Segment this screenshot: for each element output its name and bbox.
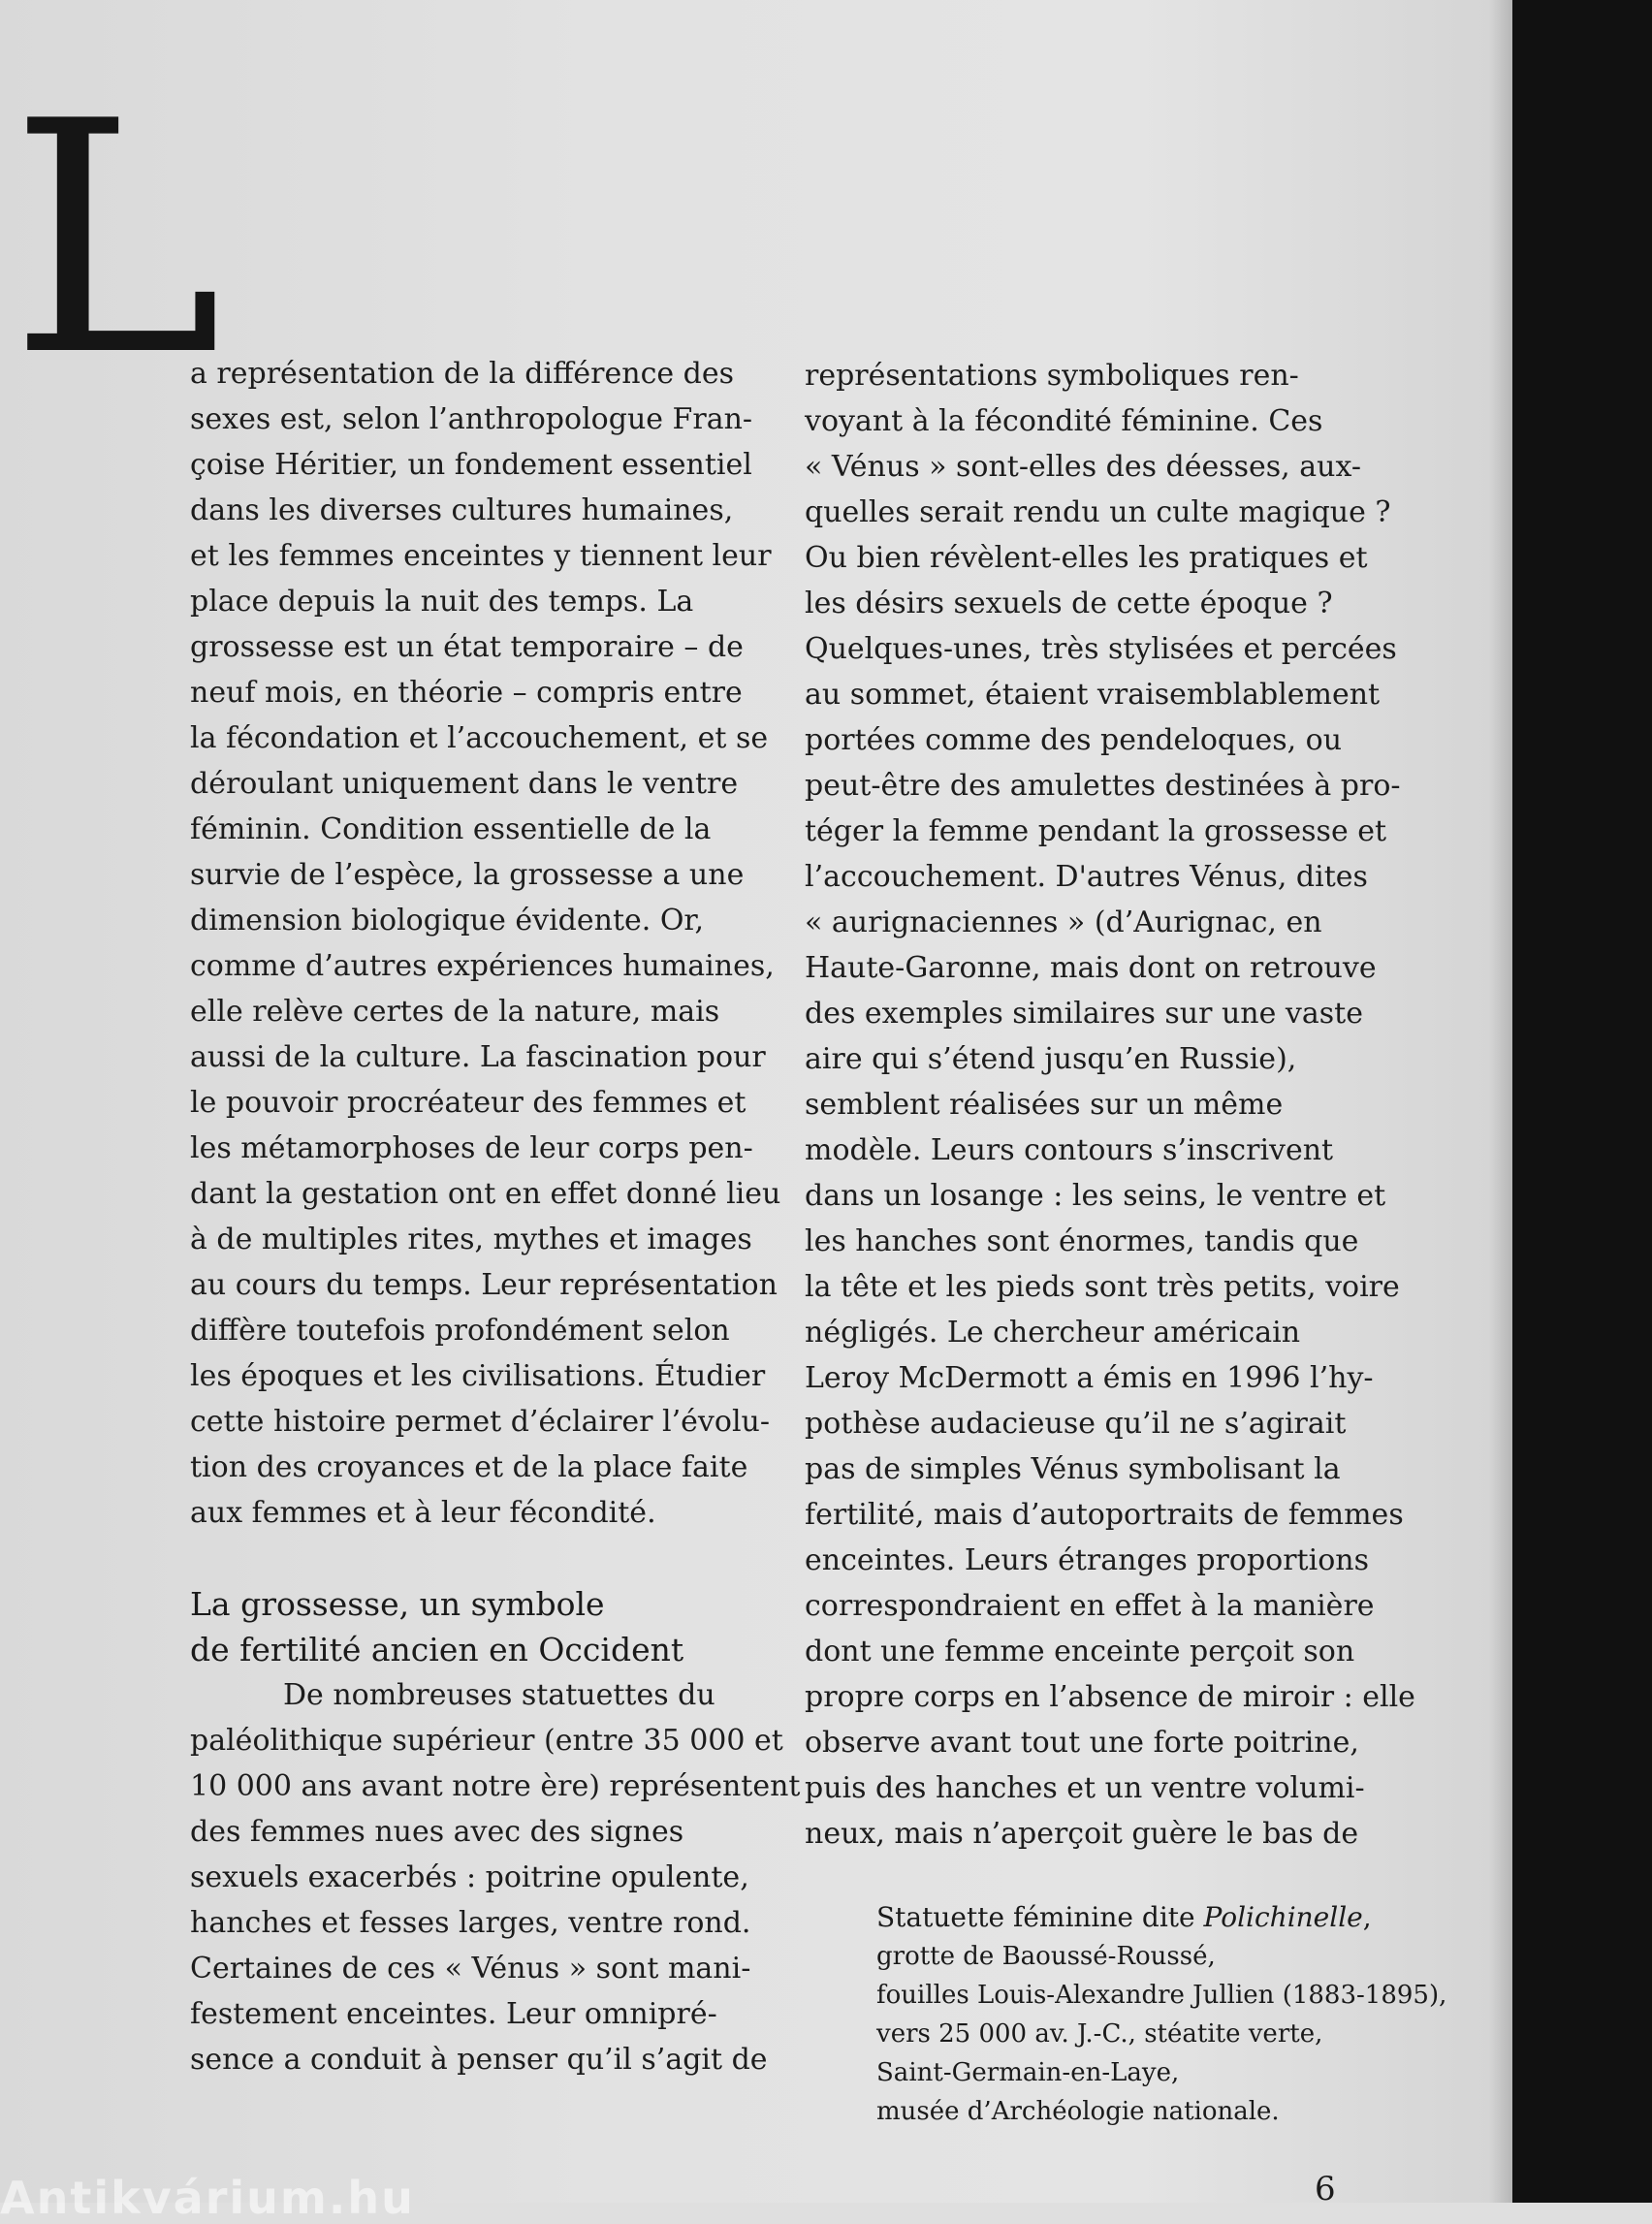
text-line: pothèse audacieuse qu’il ne s’agirait (805, 1407, 1347, 1441)
image-caption (876, 1898, 1447, 2131)
text-line: survie de l’espèce, la grossesse a une (190, 858, 745, 892)
text-line: le pouvoir procréateur des femmes et (190, 1086, 747, 1120)
text-line: place depuis la nuit des temps. La (190, 585, 694, 619)
text-line: neux, mais n’aperçoit guère le bas de (805, 1817, 1359, 1851)
caption-line: Saint-Germain-en-Laye, (876, 2058, 1180, 2087)
page-number: 6 (1315, 2170, 1336, 2208)
text-line: De nombreuses statuettes du (283, 1678, 715, 1712)
text-line: propre corps en l’absence de miroir : elle (805, 1680, 1415, 1714)
text-line: cette histoire permet d’éclairer l’évolu- (190, 1405, 770, 1439)
text-line: l’accouchement. D'autres Vénus, dites (805, 860, 1368, 894)
text-line: au cours du temps. Leur représentation (190, 1268, 778, 1302)
text-line: « aurignaciennes » (d’Aurignac, en (805, 905, 1322, 939)
text-line: çoise Héritier, un fondement essentiel (190, 448, 752, 482)
text-line: aux femmes et à leur fécondité. (190, 1496, 656, 1530)
section-body (190, 1672, 801, 2082)
text-line: quelles serait rendu un culte magique ? (805, 495, 1391, 529)
text-line: tion des croyances et de la place faite (190, 1450, 748, 1484)
text-line: « Vénus » sont-elles des déesses, aux- (805, 450, 1361, 484)
section-heading-line: La grossesse, un symbole (190, 1585, 605, 1623)
text-line: téger la femme pendant la grossesse et (805, 814, 1387, 848)
caption-line: fouilles Louis-Alexandre Jullien (1883-1895), (876, 1981, 1447, 2010)
text-line: sexes est, selon l’anthropologue Fran- (190, 402, 753, 436)
text-line: festement enceintes. Leur omnipré- (190, 1997, 717, 2031)
text-line: féminin. Condition essentielle de la (190, 812, 712, 846)
section-heading-line: de fertilité ancien en Occident (190, 1631, 684, 1668)
text-line: dant la gestation ont en effet donné lieu (190, 1177, 781, 1211)
text-line: aussi de la culture. La fascination pour (190, 1040, 766, 1074)
text-line: les hanches sont énormes, tandis que (805, 1224, 1359, 1258)
text-line: déroulant uniquement dans le ventre (190, 767, 739, 801)
text-line: dimension biologique évidente. Or, (190, 904, 704, 937)
text-line: Haute-Garonne, mais dont on retrouve (805, 951, 1377, 985)
text-line: à de multiples rites, mythes et images (190, 1223, 752, 1256)
text-line: représentations symboliques ren- (805, 359, 1299, 393)
text-line: neuf mois, en théorie – compris entre (190, 676, 743, 710)
text-line: négligés. Le chercheur américain (805, 1316, 1301, 1350)
text-line: 10 000 ans avant notre ère) représentent (190, 1769, 801, 1803)
text-line: semblent réalisées sur un même (805, 1088, 1284, 1122)
text-line: les époques et les civilisations. Étudier (190, 1359, 766, 1393)
caption-title-suffix: , (1362, 1901, 1372, 1933)
caption-title-italic: Polichinelle (1203, 1901, 1363, 1933)
drop-cap: L (10, 53, 223, 426)
text-line: pas de simples Vénus symbolisant la (805, 1452, 1341, 1486)
body-column-left (190, 351, 781, 1536)
text-line: fertilité, mais d’autoportraits de femmes (805, 1498, 1404, 1532)
text-line: des exemples similaires sur une vaste (805, 997, 1363, 1031)
caption-title-prefix: Statuette féminine dite (876, 1901, 1204, 1933)
text-line: modèle. Leurs contours s’inscrivent (805, 1133, 1334, 1167)
caption-line: grotte de Baoussé-Roussé, (876, 1942, 1216, 1971)
text-line: portées comme des pendeloques, ou (805, 723, 1343, 757)
text-line: les métamorphoses de leur corps pen- (190, 1131, 753, 1165)
text-line: Quelques-unes, très stylisées et percées (805, 632, 1397, 666)
text-line: elle relève certes de la nature, mais (190, 995, 720, 1029)
text-line: Leroy McDermott a émis en 1996 l’hy- (805, 1361, 1374, 1395)
text-line: dont une femme enceinte perçoit son (805, 1635, 1355, 1668)
body-column-right (805, 353, 1415, 1857)
text-line: la tête et les pieds sont très petits, voire (805, 1270, 1400, 1304)
text-line: correspondraient en effet à la manière (805, 1589, 1375, 1623)
caption-title (876, 1898, 1419, 1937)
text-line: paléolithique supérieur (entre 35 000 et (190, 1724, 783, 1758)
book-binding-edge (1512, 0, 1652, 2203)
text-line: sexuels exacerbés : poitrine opulente, (190, 1860, 749, 1894)
caption-line: musée d’Archéologie nationale. (876, 2097, 1280, 2126)
text-line: Certaines de ces « Vénus » sont mani- (190, 1952, 751, 1986)
text-line: au sommet, étaient vraisemblablement (805, 678, 1381, 712)
text-line: hanches et fesses larges, ventre rond. (190, 1906, 751, 1940)
text-line: aire qui s’étend jusqu’en Russie), (805, 1042, 1297, 1076)
text-line: enceintes. Leurs étranges proportions (805, 1543, 1369, 1577)
text-line: grossesse est un état temporaire – de (190, 630, 744, 664)
section-heading (190, 1581, 733, 1672)
text-line: puis des hanches et un ventre volumi- (805, 1771, 1365, 1805)
text-line: dans un losange : les seins, le ventre et (805, 1179, 1386, 1213)
text-line: Ou bien révèlent-elles les pratiques et (805, 541, 1368, 575)
text-line: voyant à la fécondité féminine. Ces (805, 404, 1323, 438)
text-line: dans les diverses cultures humaines, (190, 493, 734, 527)
text-line: diffère toutefois profondément selon (190, 1314, 730, 1348)
text-line: les désirs sexuels de cette époque ? (805, 587, 1333, 620)
text-line: sence a conduit à penser qu’il s’agit de (190, 2043, 768, 2077)
text-line: a représentation de la différence des (190, 357, 735, 391)
text-line: et les femmes enceintes y tiennent leur (190, 539, 772, 573)
text-line: peut-être des amulettes destinées à pro- (805, 769, 1401, 803)
text-line: la fécondation et l’accouchement, et se (190, 721, 769, 755)
caption-line: vers 25 000 av. J.-C., stéatite verte, (876, 2019, 1323, 2049)
text-line: observe avant tout une forte poitrine, (805, 1726, 1359, 1760)
watermark: Antikvárium.hu (0, 2172, 415, 2224)
text-line: des femmes nues avec des signes (190, 1815, 684, 1849)
text-line: comme d’autres expériences humaines, (190, 949, 775, 983)
